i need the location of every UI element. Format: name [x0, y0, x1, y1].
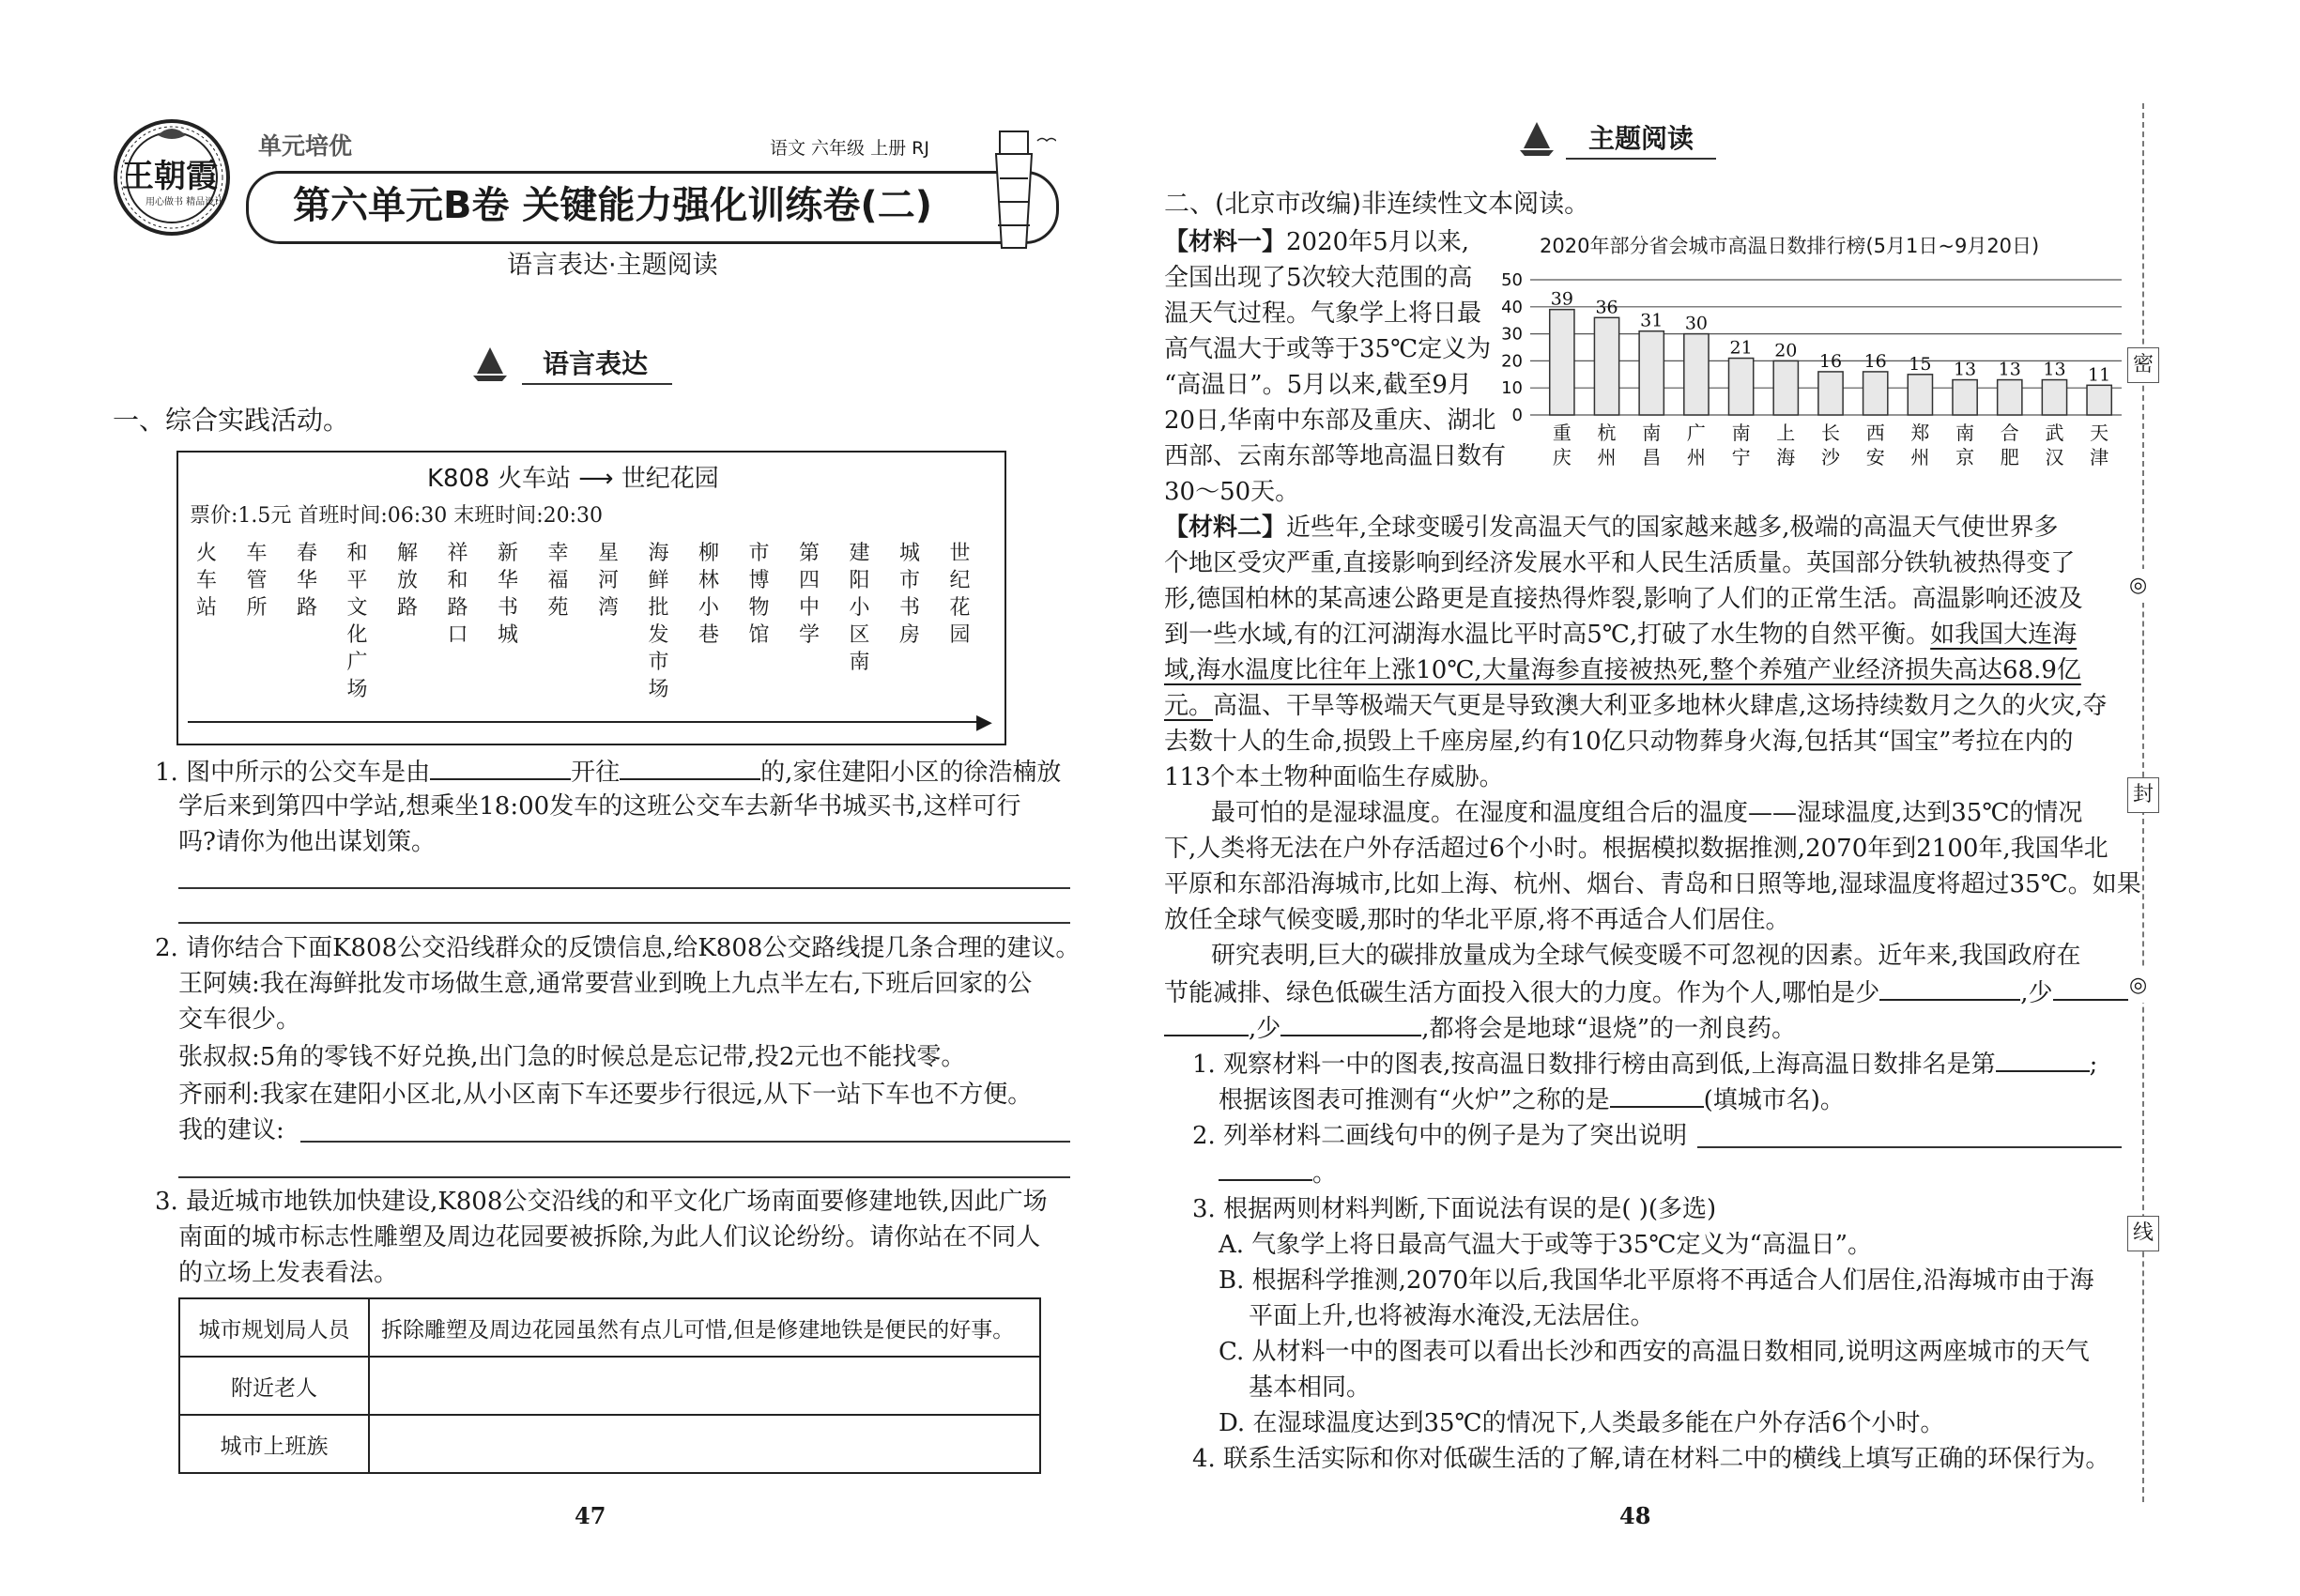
q1-blank-to[interactable]: [620, 754, 760, 780]
bus-stop: 火车站: [195, 542, 217, 620]
q2-line1: 2. 请你结合下面K808公交沿线群众的反馈信息,给K808公交路线提几条合理的建议。: [155, 934, 1081, 962]
bar: [1818, 372, 1843, 415]
bar-value-label: 30: [1684, 313, 1709, 334]
bar: [1729, 359, 1754, 415]
page-subtitle: 语言表达·主题阅读: [507, 251, 718, 280]
q1-line3: 吗?请你为他出谋划策。: [178, 828, 436, 856]
table-row: [179, 1357, 1040, 1415]
rq2-line1: 2. 列举材料二画线句中的例子是为了突出说明: [1192, 1122, 1688, 1150]
role-cell: 附近老人: [179, 1357, 369, 1415]
option-c-1: C. 从材料一中的图表可以看出长沙和西安的高温日数相同,说明这两座城市的天气: [1219, 1338, 2090, 1366]
answer-line[interactable]: [178, 887, 1070, 889]
bar: [1953, 380, 1977, 415]
category-label: 庆: [1552, 446, 1572, 468]
q-heading-right: 二、(北京市改编)非连续性文本阅读。: [1164, 190, 1590, 219]
bus-stop: 解放路: [396, 542, 418, 620]
category-label: 州: [1597, 446, 1617, 468]
bus-stop: 星河湾: [597, 542, 619, 620]
m2-p2-line1: 最可怕的是湿球温度。在湿度和温度组合后的温度——湿球温度,达到35℃的情况: [1211, 799, 2083, 827]
bus-info: 票价:1.5元 首班时间:06:30 末班时间:20:30: [190, 504, 604, 528]
m1-line4: 高气温大于或等于35℃定义为: [1164, 335, 1492, 363]
bus-stop: 市博物馆: [748, 542, 770, 647]
category-label: 宁: [1731, 446, 1751, 468]
category-label: 长: [1821, 422, 1840, 444]
binding-hole-icon: ◎: [2129, 569, 2147, 603]
bus-stop: 海鲜批发市场: [648, 542, 669, 701]
high-temp-chart: [1493, 263, 2131, 488]
category-label: 杭: [1597, 422, 1617, 444]
m2-line5: 域,海水温度比往年上涨10℃,大量海参直接被热死,整个养殖产业经济损失高达68.9亿: [1164, 656, 2081, 684]
bus-stop: 祥和路口: [447, 542, 468, 647]
m1-line5: “高温日”。5月以来,截至9月: [1164, 371, 1472, 399]
option-c-2: 基本相同。: [1249, 1373, 1372, 1402]
answer-line[interactable]: [1697, 1146, 2122, 1148]
rank-blank[interactable]: [1996, 1046, 2090, 1072]
view-cell: 拆除雕塑及周边花园虽然有点儿可惜,但是修建地铁是便民的好事。: [369, 1298, 1040, 1357]
option-d: D. 在湿球温度达到35℃的情况下,人类最多能在户外存活6个小时。: [1219, 1409, 1945, 1437]
q2-zhang: 张叔叔:5角的零钱不好兑换,出门急的时候总是忘记带,投2元也不能找零。: [178, 1043, 966, 1071]
bar-value-label: 31: [1640, 310, 1664, 331]
category-label: 南: [1731, 422, 1751, 444]
category-label: 津: [2090, 446, 2109, 468]
section-title-language: 语言表达: [543, 348, 649, 379]
y-tick-label: 0: [1511, 406, 1523, 425]
section-underline: [1566, 158, 1716, 160]
y-tick-label: 30: [1501, 324, 1523, 345]
q2-wang-1: 王阿姨:我在海鲜批发市场做生意,通常要营业到晚上九点半左右,下班后回家的公: [178, 970, 1033, 998]
q3-line2: 南面的城市标志性雕塑及周边花园要被拆除,为此人们议论纷纷。请你站在不同人: [178, 1223, 1041, 1251]
m2-p3-line3: ,少 ,都将会是地球“退烧”的一剂良药。: [1164, 1010, 1796, 1046]
m2-line2: 个地区受灾严重,直接影响到经济发展水平和人民生活质量。英国部分铁轨被热得变了: [1164, 549, 2076, 577]
role-cell: 城市规划局人员: [179, 1298, 369, 1357]
category-label: 汉: [2045, 446, 2064, 468]
q3-line1: 3. 最近城市地铁加快建设,K808公交沿线的和平文化广场南面要修建地铁,因此广场: [155, 1188, 1048, 1216]
eco-blank-2b[interactable]: [1164, 1010, 1249, 1036]
sailboat-icon: [1516, 120, 1557, 158]
table-row: [179, 1298, 1040, 1357]
q1-blank-from[interactable]: [430, 754, 571, 780]
m2-line4: 到一些水域,有的江河湖海水温比平时高5℃,打破了水生物的自然平衡。如我国大连海: [1164, 621, 2078, 649]
bar-value-label: 21: [1729, 337, 1753, 359]
bar-value-label: 20: [1774, 340, 1798, 361]
q1-line1: 1. 图中所示的公交车是由 开往 的,家住建阳小区的徐浩楠放: [155, 754, 1061, 790]
category-label: 郑: [1910, 422, 1930, 444]
bar-value-label: 16: [1863, 350, 1887, 372]
rq4: 4. 联系生活实际和你对低碳生活的了解,请在材料二中的横线上填写正确的环保行为。: [1192, 1445, 2110, 1473]
opinion-table: [178, 1297, 1041, 1474]
m2-p2-line4: 放任全球气候变暖,那时的华北平原,将不再适合人们居住。: [1164, 906, 1790, 934]
category-label: 沙: [1821, 446, 1840, 468]
answer-line[interactable]: [300, 1141, 1070, 1143]
m2-p3-line1: 研究表明,巨大的碳排放量成为全球气候变暖不可忽视的因素。近年来,我国政府在: [1211, 942, 2081, 970]
m2-p2-line2: 下,人类将无法在户外存活超过6个小时。根据模拟数据推测,2070年到2100年,我国华北: [1164, 835, 2108, 863]
q2-wang-2: 交车很少。: [178, 1005, 301, 1034]
view-cell[interactable]: [369, 1415, 1040, 1473]
side-label: 封: [2127, 777, 2159, 813]
m2-p3-line2: 节能减排、绿色低碳生活方面投入很大的力度。作为个人,哪怕是少 ,少: [1164, 974, 2128, 1010]
m1-line7: 西部、云南东部等地高温日数有: [1164, 442, 1507, 470]
sailboat-icon: [469, 345, 511, 383]
q1-heading: 一、综合实践活动。: [113, 405, 350, 436]
bar: [1550, 310, 1574, 415]
bar-value-label: 13: [1998, 359, 2021, 380]
section-title-reading: 主题阅读: [1588, 123, 1694, 154]
route-arrow-line: [188, 721, 986, 723]
category-label: 肥: [2000, 446, 2019, 468]
bar: [1639, 331, 1664, 415]
category-label: 州: [1910, 446, 1930, 468]
m1-line1: 【材料一】2020年5月以来,: [1164, 228, 1469, 256]
y-tick-label: 20: [1501, 351, 1523, 372]
category-label: 京: [1955, 446, 1975, 468]
m1-line3: 温天气过程。气象学上将日最: [1164, 299, 1482, 328]
series-label: 单元培优: [258, 132, 353, 160]
bus-stop: 和平文化广场: [346, 542, 368, 701]
bus-stop: 世纪花园: [949, 542, 971, 647]
chart-title: 2020年部分省会城市高温日数排行榜(5月1日~9月20日): [1540, 235, 2040, 257]
category-label: 重: [1552, 422, 1572, 444]
bus-stop: 第四中学: [798, 542, 820, 647]
route-arrow-icon: ▶: [976, 711, 992, 734]
category-label: 安: [1865, 446, 1885, 468]
eco-blank-2[interactable]: [2053, 974, 2128, 1001]
m2-line6: 元。高温、干旱等极端天气更是导致澳大利亚多地林火肆虐,这场持续数月之久的火灾,夺: [1164, 692, 2108, 720]
section-underline: [522, 383, 672, 385]
category-label: 广: [1686, 422, 1706, 444]
bar: [1863, 372, 1888, 415]
bus-stop: 春华路: [296, 542, 317, 620]
category-label: 海: [1776, 446, 1796, 468]
option-b-2: 平面上升,也将被海水淹没,无法居住。: [1249, 1302, 1655, 1330]
bar: [1684, 334, 1709, 415]
bar-value-label: 11: [2088, 364, 2111, 386]
category-label: 昌: [1642, 446, 1662, 468]
category-label: 州: [1686, 446, 1706, 468]
m2-p2-line3: 平原和东部沿海城市,比如上海、杭州、烟台、青岛和日照等地,湿球温度将超过35℃。如果: [1164, 870, 2141, 898]
q2-mine-label: 我的建议:: [178, 1116, 284, 1144]
m2-line8: 113个本土物种面临生存威胁。: [1164, 763, 1504, 791]
lighthouse-icon: [972, 122, 1056, 253]
page-number-left: 47: [575, 1502, 606, 1529]
y-tick-label: 10: [1501, 378, 1523, 399]
q3-line3: 的立场上发表看法。: [178, 1259, 399, 1287]
answer-line[interactable]: [178, 1176, 1070, 1178]
brand-name: 王朝霞: [122, 158, 218, 195]
m1-line6: 20日,华南中东部及重庆、湖北: [1164, 407, 1496, 435]
eco-blank-1[interactable]: [1879, 974, 2020, 1001]
bus-stop: 柳林小巷: [698, 542, 719, 647]
bus-stop: 车管所: [246, 542, 268, 620]
category-label: 西: [1865, 422, 1885, 444]
m1-line8: 30～50天。: [1164, 478, 1300, 506]
option-a: A. 气象学上将日最高气温大于或等于35℃定义为“高温日”。: [1219, 1231, 1873, 1259]
bar: [1908, 375, 1932, 415]
category-label: 合: [2000, 422, 2019, 444]
role-cell: 城市上班族: [179, 1415, 369, 1473]
bar: [2087, 385, 2111, 415]
bus-stop: 新华书城: [497, 542, 518, 647]
page-title: 第六单元B卷 关键能力强化训练卷(二): [293, 184, 932, 227]
rq1-line2: 根据该图表可推测有“火炉”之称的是 (填城市名)。: [1219, 1082, 1845, 1117]
y-tick-label: 40: [1501, 297, 1523, 317]
brand-motto: 用心做书 精品设计: [146, 197, 224, 207]
rq2-line2: 。: [1219, 1155, 1337, 1190]
answer-line[interactable]: [178, 922, 1070, 924]
subject-label: 语文 六年级 上册 RJ: [770, 138, 929, 159]
side-label: 密: [2127, 347, 2159, 383]
bar-value-label: 13: [2043, 359, 2066, 380]
category-label: 上: [1776, 422, 1796, 444]
rq3: 3. 根据两则材料判断,下面说法有误的是( )(多选): [1192, 1195, 1717, 1223]
bus-stop: 城市书房: [898, 542, 920, 647]
m1-line2: 全国出现了5次较大范围的高: [1164, 264, 1473, 292]
rq1-line1: 1. 观察材料一中的图表,按高温日数排行榜由高到低,上海高温日数排名是第 ;: [1192, 1046, 2097, 1082]
bar-value-label: 16: [1818, 350, 1843, 372]
m2-line3: 形,德国柏林的某高速公路更是直接热得炸裂,影响了人们的正常生活。高温影响还波及: [1164, 585, 2083, 613]
category-label: 南: [1642, 422, 1662, 444]
table-row: [179, 1415, 1040, 1473]
side-label: 线: [2127, 1216, 2159, 1251]
m2-line1: 【材料二】近些年,全球变暖引发高温天气的国家越来越多,极端的高温天气使世界多: [1164, 514, 2059, 542]
furnace-city-blank[interactable]: [1610, 1082, 1704, 1108]
answer-line[interactable]: [1219, 1155, 1312, 1181]
view-cell[interactable]: [369, 1357, 1040, 1415]
bar-value-label: 13: [1953, 359, 1977, 380]
binding-hole-icon: ◎: [2129, 969, 2147, 1003]
arrow-icon: ⟶: [578, 465, 614, 493]
q1-line2: 学后来到第四中学站,想乘坐18:00发车的这班公交车去新华书城买书,这样可行: [178, 792, 1021, 821]
category-label: 南: [1955, 422, 1975, 444]
eco-blank-3[interactable]: [1280, 1010, 1421, 1036]
bar: [1773, 361, 1798, 415]
q2-qi: 齐丽利:我家在建阳小区北,从小区南下车还要步行很远,从下一站下车也不方便。: [178, 1081, 1033, 1109]
bar: [1998, 380, 2022, 415]
bus-stop: 建阳小区南: [849, 542, 870, 674]
bar-value-label: 39: [1550, 288, 1573, 310]
category-label: 武: [2045, 422, 2064, 444]
bar-value-label: 15: [1909, 353, 1932, 375]
bus-stop: 幸福苑: [547, 542, 569, 620]
bar-value-label: 36: [1595, 297, 1618, 318]
y-tick-label: 50: [1501, 270, 1523, 290]
bus-route-name: K808 火车站 ⟶ 世纪花园: [427, 465, 719, 493]
category-label: 天: [2090, 422, 2109, 444]
bar: [1594, 317, 1618, 415]
option-b-1: B. 根据科学推测,2070年以后,我国华北平原将不再适合人们居住,沿海城市由于海: [1219, 1266, 2094, 1295]
m2-line7: 去数十人的生命,损毁上千座房屋,约有10亿只动物葬身火海,包括其“国宝”考拉在内的: [1164, 728, 2074, 756]
page-number-right: 48: [1619, 1502, 1651, 1529]
bar: [2042, 380, 2066, 415]
